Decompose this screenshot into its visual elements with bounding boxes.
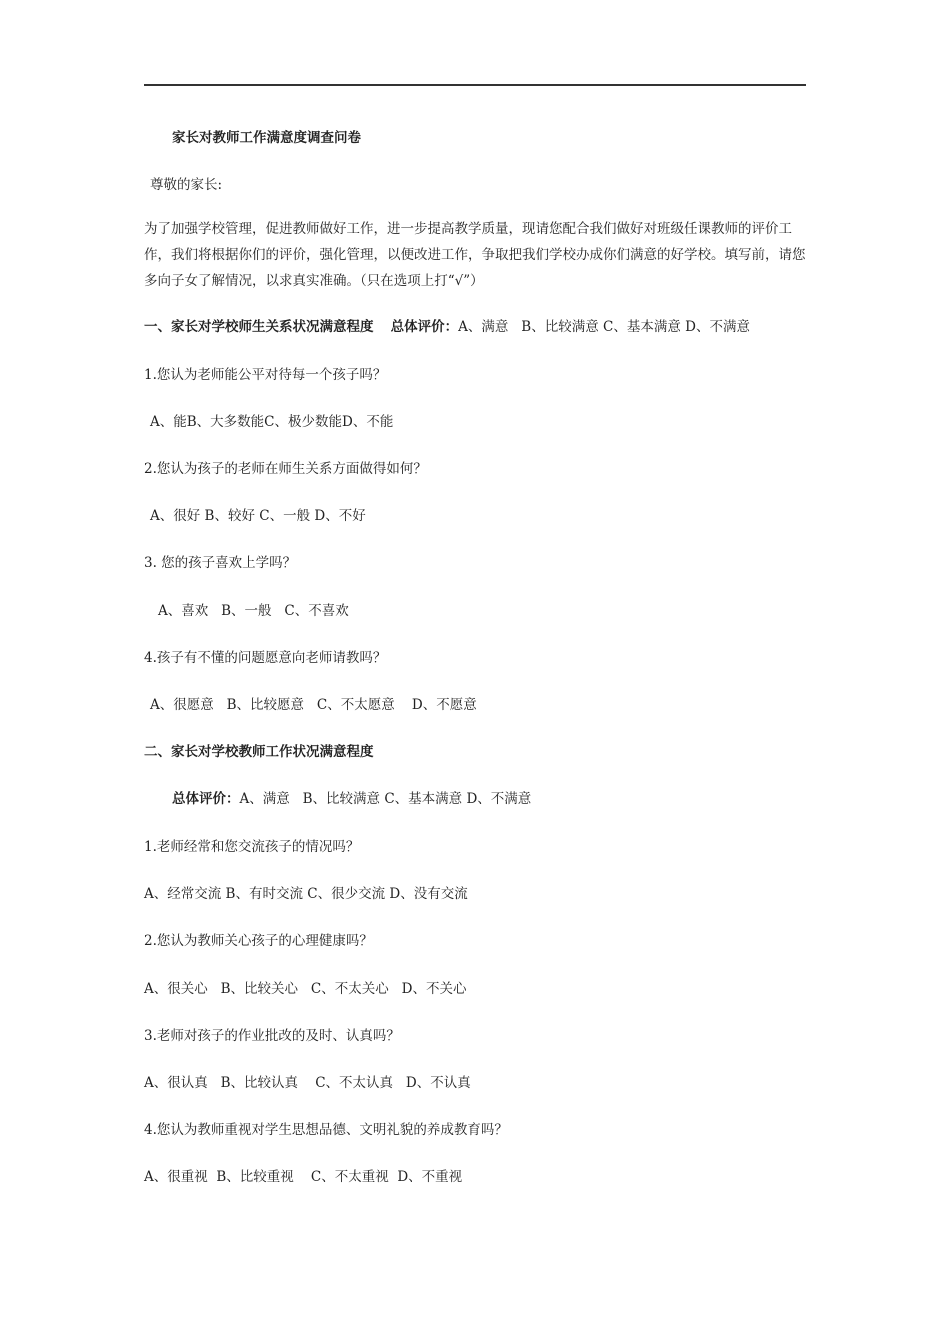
s1-answer-3: A、喜欢 B、一般 C、不喜欢 [158, 603, 349, 619]
s1-question-3: 3. 您的孩子喜欢上学吗？ [144, 555, 297, 571]
header-rule [144, 84, 806, 86]
s1-answer-2: A、很好 B、较好 C、一般 D、不好 [150, 508, 366, 524]
s2-question-1: 1.老师经常和您交流孩子的情况吗？ [144, 839, 360, 855]
s1-question-2: 2.您认为孩子的老师在师生关系方面做得如何？ [144, 461, 427, 477]
greeting: 尊敬的家长: [150, 177, 223, 193]
document-title: 家长对教师工作满意度调查问卷 [172, 130, 361, 146]
s1-answer-4: A、很愿意 B、比较愿意 C、不太愿意 D、不愿意 [150, 697, 477, 713]
section1-overall-options: A、满意 B、比较满意 C、基本满意 D、不满意 [458, 319, 750, 335]
intro-paragraph: 为了加强学校管理，促进教师做好工作，进一步提高教学质量，现请您配合我们做好对班级任课教师的评价工作，我们将根据你们的评价，强化管理，以便改进工作，争取把我们学校办成你们满意的好学校。填写前，请您多向子女了解情况，以求真实准确。（只在选项上打“√”） [144, 221, 806, 289]
section2-overall-label: 总体评价： [172, 791, 240, 807]
section2-overall-line [172, 790, 531, 808]
s2-answer-2: A、很关心 B、比较关心 C、不太关心 D、不关心 [144, 981, 467, 997]
s2-answer-1: A、经常交流 B、有时交流 C、很少交流 D、没有交流 [144, 886, 468, 902]
s2-answer-3: A、很认真 B、比较认真 C、不太认真 D、不认真 [144, 1075, 471, 1091]
section1-overall-label: 总体评价： [390, 319, 459, 335]
section1-heading-line [144, 318, 750, 336]
s2-answer-4: A、很重视 B、比较重视 C、不太重视 D、不重视 [144, 1169, 463, 1185]
section1-heading: 一、家长对学校师生关系状况满意程度 [144, 319, 374, 335]
s1-question-4: 4.孩子有不懂的问题愿意向老师请教吗？ [144, 650, 387, 666]
s2-question-4: 4.您认为教师重视对学生思想品德、文明礼貌的养成教育吗？ [144, 1122, 508, 1138]
section2-heading: 二、家长对学校教师工作状况满意程度 [144, 744, 374, 760]
s1-answer-1: A、能B、大多数能C、极少数能D、不能 [150, 414, 394, 430]
s1-question-1: 1.您认为老师能公平对待每一个孩子吗？ [144, 367, 387, 383]
section2-overall-options: A、满意 B、比较满意 C、基本满意 D、不满意 [239, 791, 532, 807]
s2-question-2: 2.您认为教师关心孩子的心理健康吗？ [144, 933, 373, 949]
s2-question-3: 3.老师对孩子的作业批改的及时、认真吗？ [144, 1028, 400, 1044]
